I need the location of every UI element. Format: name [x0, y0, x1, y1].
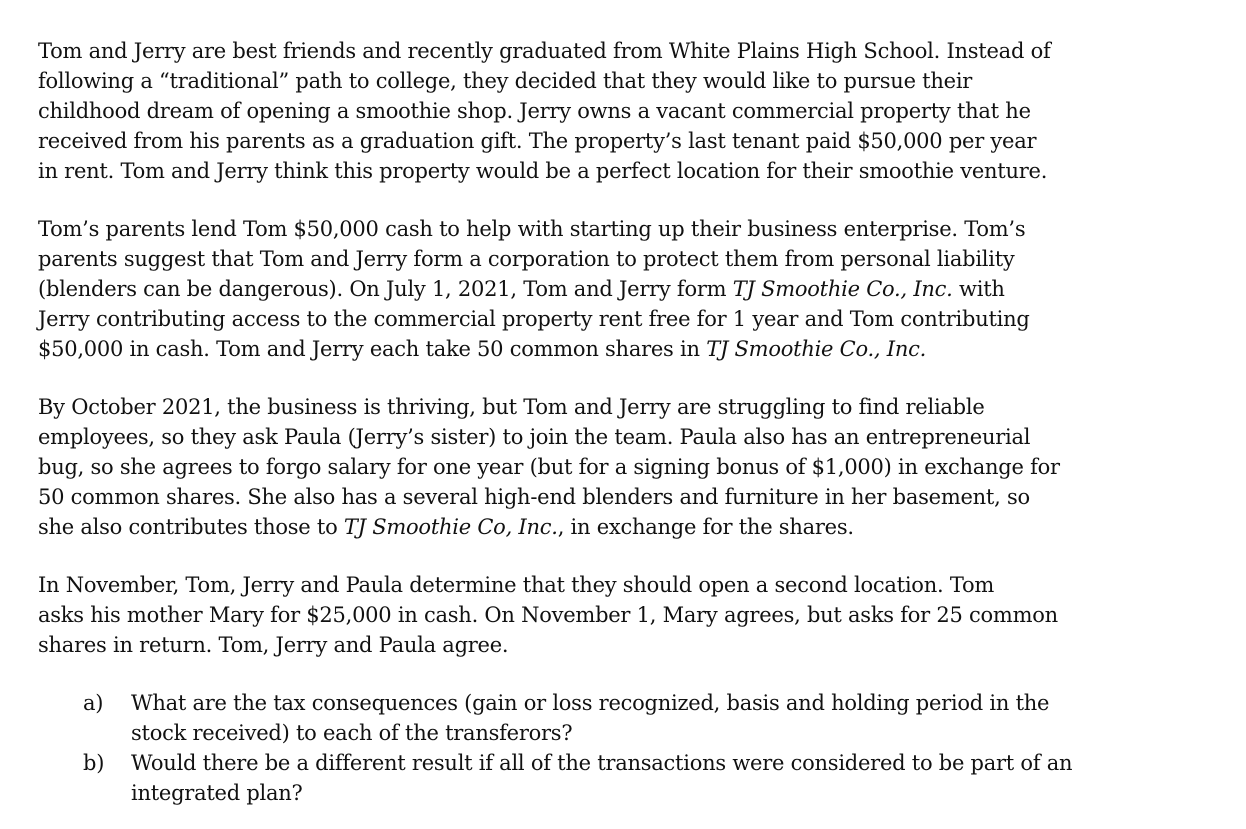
paragraph-line: 50 common shares. She also has a several high-end blenders and furniture in her basement, so — [38, 485, 1030, 509]
question-line: stock received) to each of the transferors? — [131, 721, 573, 745]
paragraph-line: shares in return. Tom, Jerry and Paula agree. — [38, 633, 509, 657]
question-list — [38, 688, 1228, 808]
document-body — [38, 36, 1228, 808]
paragraph-line: Tom’s parents lend Tom $50,000 cash to help with starting up their business enterprise. Tom’s — [38, 217, 1026, 241]
question-marker: b) — [83, 751, 105, 775]
paragraph-line: bug, so she agrees to forgo salary for one year (but for a signing bonus of $1,000) in exchange for — [38, 455, 1060, 479]
question-marker: a) — [83, 691, 104, 715]
paragraph-line: asks his mother Mary for $25,000 in cash. On November 1, Mary agrees, but asks for 25 common — [38, 603, 1058, 627]
paragraph-line: she also contributes those to TJ Smoothie Co, Inc., in exchange for the shares. — [38, 515, 854, 539]
paragraph-1 — [38, 36, 1228, 186]
paragraph-line: employees, so they ask Paula (Jerry’s sister) to join the team. Paula also has an entrepreneurial — [38, 425, 1031, 449]
paragraph-4 — [38, 570, 1228, 660]
paragraph-3 — [38, 392, 1228, 542]
company-name: TJ Smoothie Co., Inc. — [732, 277, 953, 301]
paragraph-line: childhood dream of opening a smoothie shop. Jerry owns a vacant commercial property that he — [38, 99, 1031, 123]
company-name: TJ Smoothie Co., Inc. — [706, 337, 927, 361]
question-b — [38, 748, 1228, 808]
paragraph-line: In November, Tom, Jerry and Paula determine that they should open a second location. Tom — [38, 573, 994, 597]
paragraph-line: By October 2021, the business is thriving, but Tom and Jerry are struggling to find reliable — [38, 395, 985, 419]
paragraph-line: Tom and Jerry are best friends and recently graduated from White Plains High School. Instead of — [38, 39, 1051, 63]
question-line: integrated plan? — [131, 781, 303, 805]
paragraph-line: Jerry contributing access to the commercial property rent free for 1 year and Tom contributing — [38, 307, 1030, 331]
company-name: TJ Smoothie Co, Inc. — [343, 515, 558, 539]
paragraph-2 — [38, 214, 1228, 364]
question-line: What are the tax consequences (gain or loss recognized, basis and holding period in the — [131, 691, 1050, 715]
paragraph-line: parents suggest that Tom and Jerry form a corporation to protect them from personal liability — [38, 247, 1015, 271]
paragraph-line: following a “traditional” path to college, they decided that they would like to pursue their — [38, 69, 973, 93]
paragraph-line: $50,000 in cash. Tom and Jerry each take 50 common shares in TJ Smoothie Co., Inc. — [38, 337, 927, 361]
paragraph-line: (blenders can be dangerous). On July 1, 2021, Tom and Jerry form TJ Smoothie Co., Inc. with — [38, 277, 1005, 301]
question-a — [38, 688, 1228, 748]
paragraph-line: received from his parents as a graduation gift. The property’s last tenant paid $50,000 per year — [38, 129, 1037, 153]
question-line: Would there be a different result if all of the transactions were considered to be part of an — [131, 751, 1073, 775]
paragraph-line: in rent. Tom and Jerry think this property would be a perfect location for their smoothie venture. — [38, 159, 1048, 183]
